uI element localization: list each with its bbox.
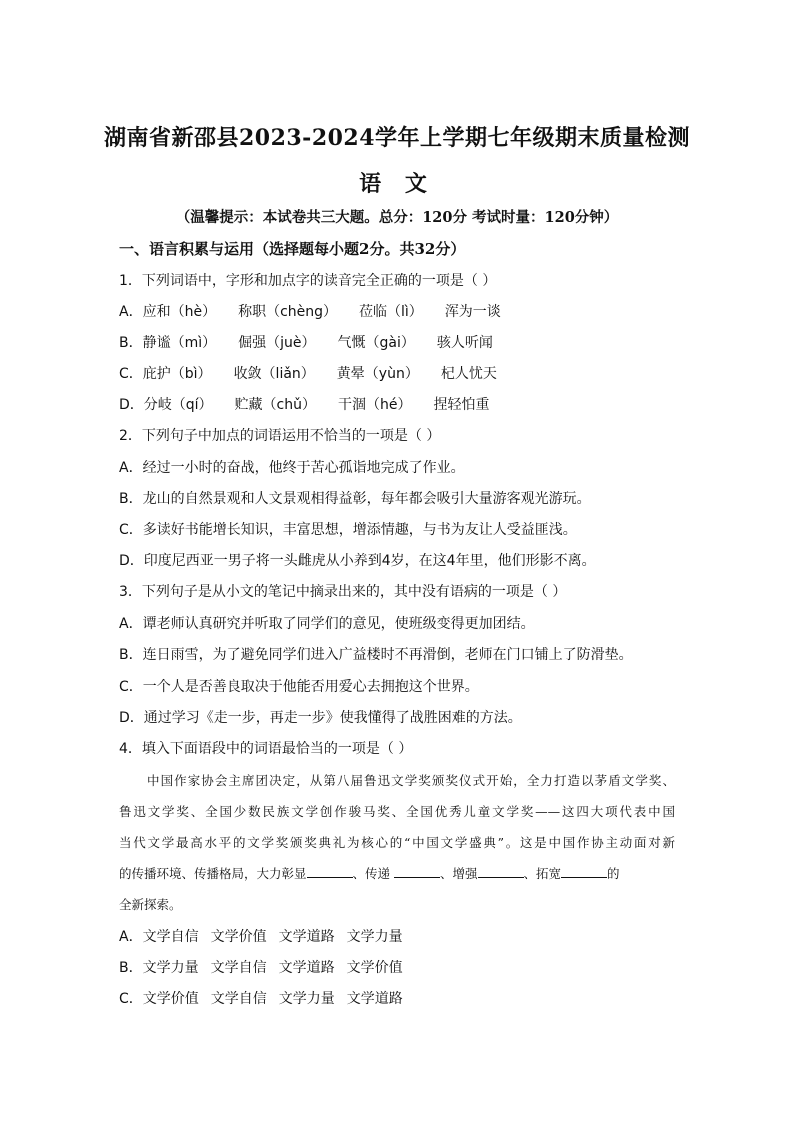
option-label: B．: [119, 960, 143, 976]
passage-text: 、传递: [352, 866, 391, 881]
question-2-option-c: C．多读好书能增长知识，丰富思想，增添情趣，与书为友让人受益匪浅。: [119, 522, 577, 538]
passage-line-with-blanks: [119, 864, 675, 882]
passage-text: 的: [607, 866, 620, 881]
passage-line: 鲁迅文学奖、全国少数民族文学创作骏马奖、全国优秀儿童文学奖——这四大项代表中国: [119, 804, 675, 819]
question-2-option-a: A．经过一小时的奋战，他终于苦心孤诣地完成了作业。: [119, 460, 465, 476]
option-item: 杞人忧天: [440, 366, 497, 382]
passage-line: 全新探索。: [119, 897, 182, 912]
exam-notice: （温馨提示：本试卷共三大题。总分：120分 考试时量：120分钟）: [175, 209, 619, 226]
option-item: 文学力量: [142, 960, 199, 976]
option-item: 文学自信: [210, 991, 267, 1007]
option-item: 文学道路: [346, 991, 403, 1007]
option-item: 文学自信: [210, 960, 267, 976]
passage-line: 中国作家协会主席团决定，从第八届鲁迅文学奖颁奖仪式开始，全力打造以茅盾文学奖、: [147, 773, 675, 788]
question-3-option-a: A．谭老师认真研究并听取了同学们的意见，使班级变得更加团结。: [119, 616, 535, 632]
option-label: C．: [119, 366, 143, 382]
option-label: C．: [119, 991, 143, 1007]
fill-blank: [394, 865, 440, 878]
question-2-option-b: B．龙山的自然景观和人文景观相得益彰，每年都会吸引大量游客观光游玩。: [119, 491, 591, 507]
option-item: 文学自信: [142, 929, 199, 945]
option-item: 应和（hè）: [142, 304, 217, 320]
question-4-option-c: [119, 988, 403, 1008]
fill-blank: [478, 865, 524, 878]
option-item: 静谧（mì）: [142, 335, 217, 351]
question-1-option-c: [119, 363, 497, 383]
option-item: 文学价值: [142, 991, 199, 1007]
passage-line: 当代文学最高水平的文学奖颁奖典礼为核心的“中国文学盛典”。这是中国作协主动面对新: [119, 835, 675, 850]
option-item: 文学价值: [346, 960, 403, 976]
option-item: 黄晕（yùn）: [336, 366, 419, 382]
question-1-option-a: [119, 301, 501, 321]
option-item: 庇护（bì）: [142, 366, 212, 382]
option-item: 收敛（liǎn）: [233, 366, 315, 382]
question-4-option-a: [119, 926, 403, 946]
option-item: 文学力量: [346, 929, 403, 945]
question-2-option-d: D．印度尼西亚一男子将一头雌虎从小养到4岁，在这4年里，他们形影不离。: [119, 553, 596, 569]
option-item: 气慨（gài）: [337, 335, 415, 351]
option-item: 干涸（hé）: [338, 397, 412, 413]
question-1-stem: 1．下列词语中，字形和加点字的读音完全正确的一项是（ ）: [119, 273, 497, 289]
option-label: D．: [119, 397, 144, 413]
option-item: 莅临（lì）: [359, 304, 423, 320]
option-label: A．: [119, 929, 143, 945]
passage-text: 、增强: [440, 866, 478, 881]
question-4-stem: 4．填入下面语段中的词语最恰当的一项是（ ）: [119, 741, 413, 757]
fill-blank: [307, 865, 353, 878]
exam-title: 湖南省新邵县2023-2024学年上学期七年级期末质量检测: [103, 125, 691, 151]
question-1-option-b: [119, 332, 493, 352]
option-item: 倔强（juè）: [238, 335, 316, 351]
question-3-stem: 3．下列句子是从小文的笔记中摘录出来的，其中没有语病的一项是（ ）: [119, 584, 567, 600]
question-4-option-b: [119, 957, 403, 977]
fill-blank: [561, 865, 607, 878]
question-3-option-b: B．连日雨雪，为了避免同学们进入广益楼时不再滑倒，老师在门口铺上了防滑垫。: [119, 647, 633, 663]
option-item: 文学价值: [210, 929, 267, 945]
passage-text: 、拓宽: [523, 866, 562, 881]
option-label: A．: [119, 304, 143, 320]
question-3-option-d: D．通过学习《走一步，再走一步》使我懂得了战胜困难的方法。: [119, 710, 522, 726]
option-item: 浑为一谈: [444, 304, 501, 320]
option-item: 捏轻怕重: [433, 397, 490, 413]
option-item: 分岐（qí）: [143, 397, 213, 413]
option-item: 文学道路: [278, 929, 335, 945]
option-item: 称职（chèng）: [238, 304, 338, 320]
question-2-stem: 2．下列句子中加点的词语运用不恰当的一项是（ ）: [119, 428, 441, 444]
passage-text: 的传播环境、传播格局，大力彰显: [119, 866, 307, 881]
option-item: 骇人听闻: [436, 335, 493, 351]
option-item: 文学力量: [278, 991, 335, 1007]
option-label: B．: [119, 335, 143, 351]
question-3-option-c: C．一个人是否善良取决于他能否用爱心去拥抱这个世界。: [119, 679, 479, 695]
section-heading-1: 一、语言积累与运用（选择题每小题2分。共32分）: [119, 240, 466, 258]
option-item: 贮藏（chǔ）: [234, 397, 317, 413]
question-1-option-d: [119, 394, 490, 414]
option-item: 文学道路: [278, 960, 335, 976]
subject-title: 语 文: [359, 171, 435, 197]
